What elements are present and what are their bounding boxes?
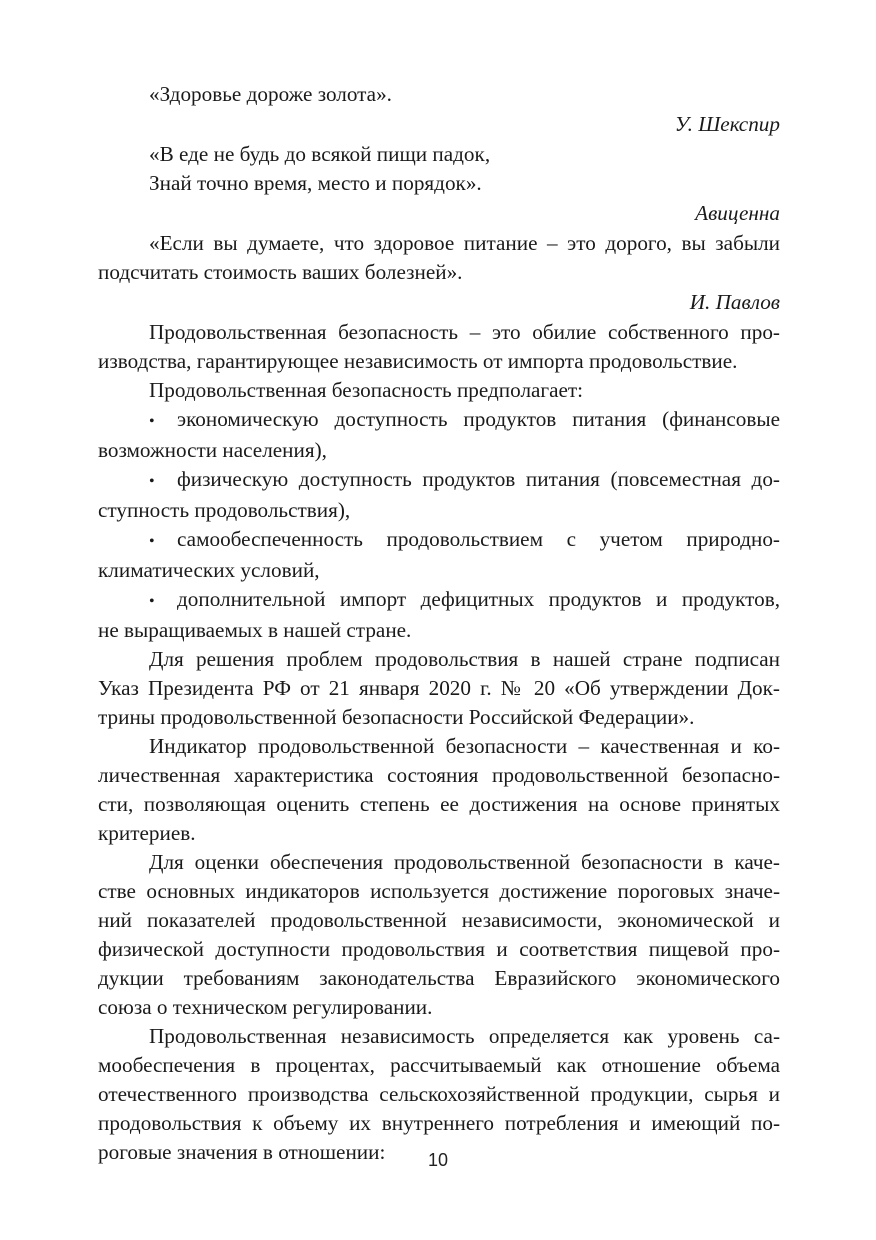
bullet-item [98,585,780,645]
bullet-line: не выращиваемых в нашей стране. [98,618,412,642]
paragraph-line: Индикатор продовольственной безопасности – качественная и ко- [149,734,780,758]
bullet-line [98,525,780,556]
paragraph-line: продовольствия к объему их внутреннего потребления и имеющий по- [98,1111,780,1135]
bullet-item [98,465,780,525]
epigraph-pavlov [98,229,780,317]
paragraph-line: роговые значения в отношении: [98,1140,386,1164]
paragraph-independence [98,1022,780,1167]
paragraph-line: критериев. [98,821,196,845]
paragraph-indicator [98,732,780,848]
paragraph-line: Для оценки обеспечения продовольственной безопасности в каче- [149,850,780,874]
paragraph-line: дукции требованиям законодательства Евразийского экономического [98,966,780,990]
paragraph-line: стве основных индикаторов используется достижение пороговых значе- [98,879,780,903]
paragraph-line: Продовольственная безопасность – это обилие собственного про- [149,320,780,344]
bullet-text: экономическую доступность продуктов питания (финансовые [177,407,780,431]
epigraph-author: У. Шекспир [674,112,780,136]
bullet-line: климатических условий, [98,558,320,582]
bullet-item [98,405,780,465]
epigraph-author: И. Павлов [689,290,780,314]
paragraph-line: физической доступности продовольствия и соответствия пищевой про- [98,937,780,961]
paragraph-line: Указ Президента РФ от 21 января 2020 г. № 20 «Об утверждении Док- [98,676,780,700]
paragraph-line: союза о техническом регулировании. [98,995,433,1019]
paragraph-intro-list [98,376,780,405]
paragraph-line: сти, позволяющая оценить степень ее достижения на основе принятых [98,792,780,816]
bullet-icon: • [149,533,155,550]
bullet-line [98,585,780,616]
epigraph-line: подсчитать стоимость ваших болезней». [98,260,463,284]
paragraph-line: личественная характеристика состояния продовольственной безопасно- [98,763,780,787]
epigraph-author: Авиценна [695,201,780,225]
paragraph-line: Продовольственная безопасность предполагает: [149,378,584,402]
epigraph-line: Знай точно время, место и порядок». [149,171,482,195]
epigraph-avicenna [98,140,780,228]
bullet-item [98,525,780,585]
paragraph-line: Продовольственная независимость определяется как уровень са- [149,1024,780,1048]
paragraph-line: мообеспечения в процентах, рассчитываемый как отношение объема [98,1053,780,1077]
page-number: 10 [427,1150,449,1170]
paragraph-decree [98,645,780,732]
paragraph-line: трины продовольственной безопасности Российской Федерации». [98,705,695,729]
bullet-line: возможности населения), [98,438,327,462]
bullet-line [98,465,780,496]
document-page [98,80,780,1167]
bullet-icon: • [149,413,155,430]
bullet-line [98,405,780,436]
paragraph-line: Для решения проблем продовольствия в нашей стране подписан [149,647,780,671]
paragraph-line: отечественного производства сельскохозяйственной продукции, сырья и [98,1082,780,1106]
epigraph-line: «Здоровье дороже золота». [149,82,392,106]
bullet-icon: • [149,473,155,490]
bullet-icon: • [149,593,155,610]
paragraph-assessment [98,848,780,1022]
paragraph-definition [98,318,780,376]
paragraph-line: изводства, гарантирующее независимость от импорта продовольствие. [98,349,738,373]
epigraph-shakespeare [98,80,780,139]
epigraph-line: «В еде не будь до всякой пищи падок, [149,142,491,166]
bullet-text: дополнительной импорт дефицитных продуктов и продуктов, [177,587,780,611]
epigraph-line: «Если вы думаете, что здоровое питание – это дорого, вы забыли [149,231,780,255]
bullet-text: физическую доступность продуктов питания (повсеместная до- [177,467,780,491]
bullet-text: самообеспеченность продовольствием с учетом природно- [177,527,780,551]
bullet-line: ступность продовольствия), [98,498,351,522]
paragraph-line: ний показателей продовольственной независимости, экономической и [98,908,780,932]
